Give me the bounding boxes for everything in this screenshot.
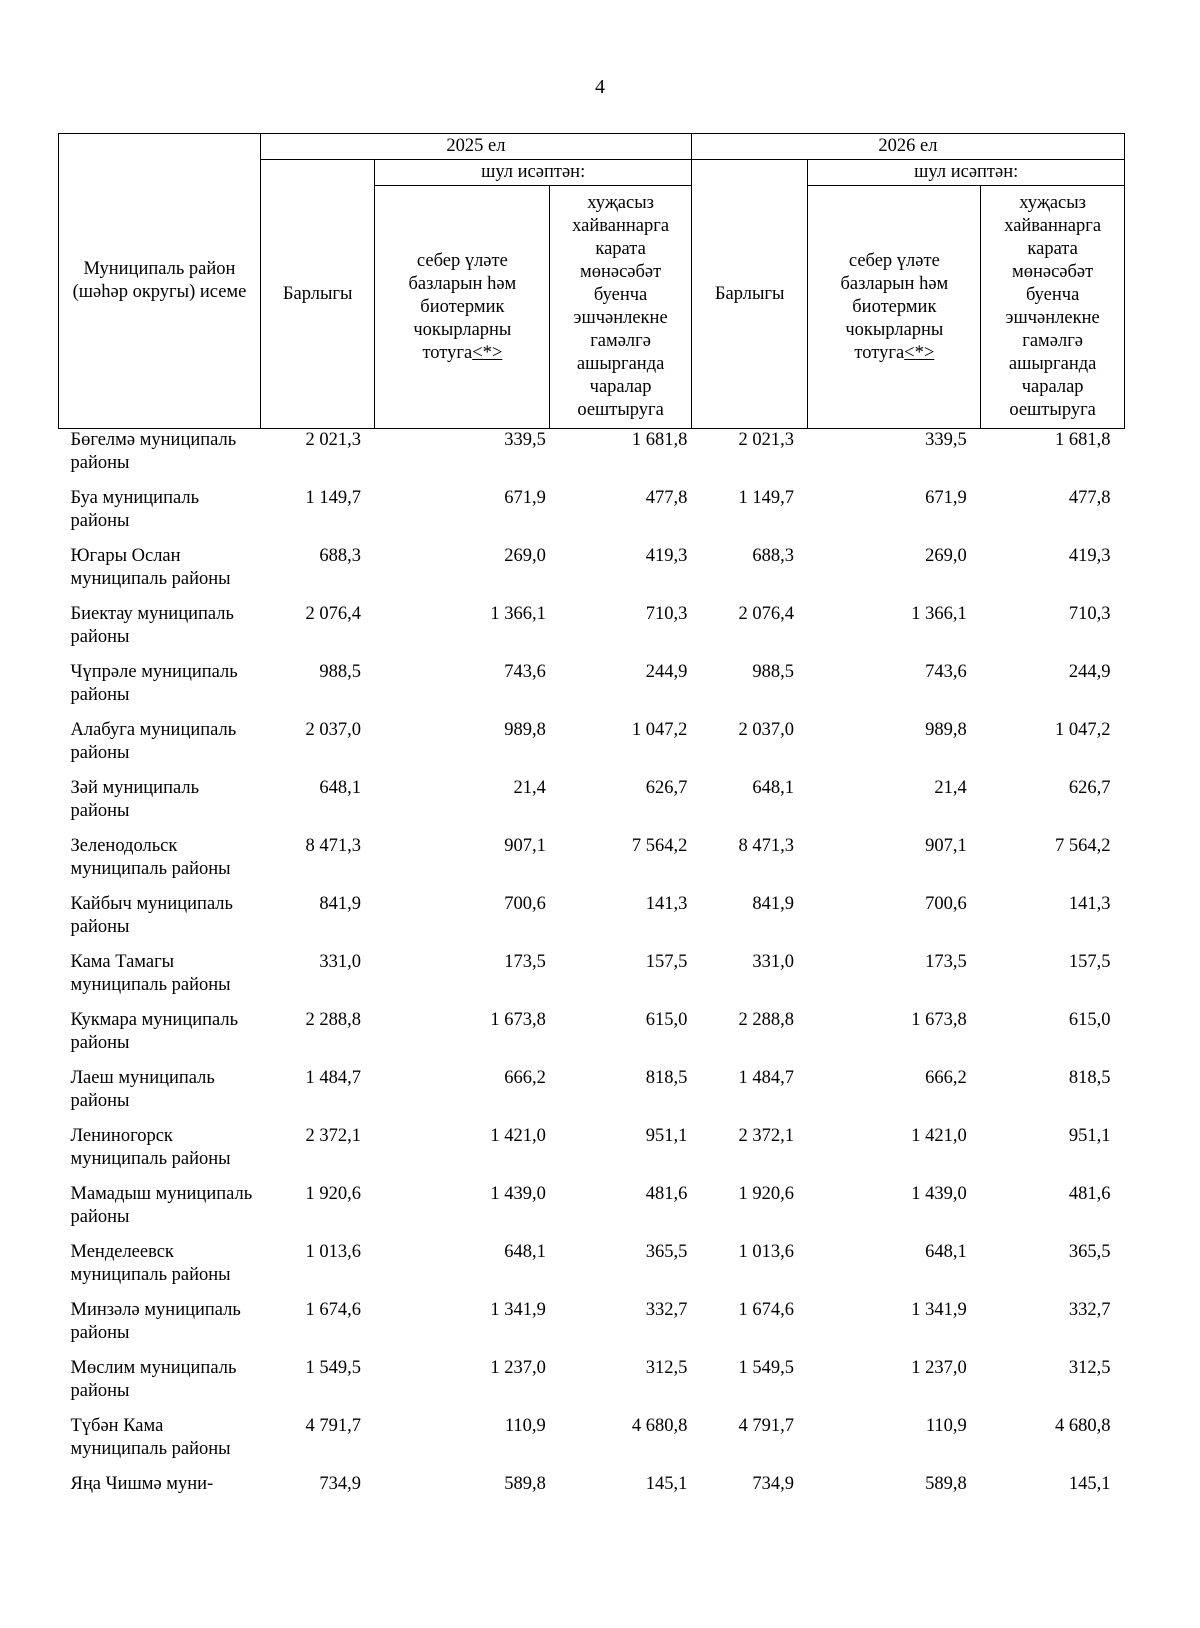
table-row	[59, 1125, 1125, 1183]
table-row	[59, 545, 1125, 603]
cell-b25: 907,1	[504, 836, 546, 856]
cell-a25: 951,1	[645, 1126, 688, 1146]
cell-t25: 688,3	[319, 546, 361, 566]
cell-a26: 818,5	[1068, 1068, 1111, 1088]
cell-b25: 743,6	[504, 662, 546, 682]
cell-t26: 2 021,3	[738, 430, 794, 450]
cell-b26: 907,1	[925, 836, 967, 856]
cell-t26: 841,9	[752, 894, 794, 914]
table-row	[59, 429, 1125, 488]
cell-t26: 688,3	[752, 546, 794, 566]
table-row	[59, 951, 1125, 1009]
cell-a26: 951,1	[1068, 1126, 1111, 1146]
cell-t26: 8 471,3	[738, 836, 794, 856]
cell-b25: 589,8	[504, 1474, 546, 1494]
cell-b26: 269,0	[925, 546, 967, 566]
cell-a26: 244,9	[1068, 662, 1111, 682]
cell-t26: 1 149,7	[738, 488, 794, 508]
cell-a25: 244,9	[645, 662, 688, 682]
district-name: Түбән Кама муниципаль районы	[70, 1416, 231, 1459]
cell-t26: 2 037,0	[738, 720, 794, 740]
cell-t26: 1 013,6	[738, 1242, 794, 1262]
district-name: Кайбыч муниципаль районы	[70, 894, 233, 937]
cell-b25: 1 237,0	[490, 1358, 546, 1378]
cell-a26: 332,7	[1068, 1300, 1111, 1320]
cell-t25: 1 920,6	[305, 1184, 361, 1204]
cell-a25: 1 047,2	[631, 720, 688, 740]
cell-b26: 671,9	[925, 488, 967, 508]
table-row	[59, 603, 1125, 661]
district-name: Яңа Чишмә муни-	[70, 1474, 214, 1494]
district-name: Лениногорск муниципаль районы	[70, 1126, 231, 1169]
cell-a26: 141,3	[1068, 894, 1111, 914]
cell-t26: 1 920,6	[738, 1184, 794, 1204]
cell-b26: 110,9	[925, 1416, 967, 1436]
cell-t25: 2 288,8	[305, 1010, 361, 1030]
cell-a26: 1 681,8	[1055, 430, 1111, 450]
table-row	[59, 1183, 1125, 1241]
cell-b25: 110,9	[504, 1416, 546, 1436]
table-row	[59, 1067, 1125, 1125]
table-row	[59, 1009, 1125, 1067]
district-name: Чүпрәле муниципаль районы	[70, 662, 238, 705]
footnote-mark: <*>	[904, 342, 935, 363]
cell-b25: 1 421,0	[490, 1126, 546, 1146]
cell-b26: 589,8	[925, 1474, 967, 1494]
cell-t25: 2 076,4	[305, 604, 361, 624]
cell-t25: 331,0	[319, 952, 361, 972]
table-row	[59, 487, 1125, 545]
table-row	[59, 835, 1125, 893]
cell-b25: 666,2	[504, 1068, 546, 1088]
district-name: Зәй муниципаль районы	[70, 778, 200, 821]
cell-b25: 1 366,1	[490, 604, 546, 624]
district-name: Югары Ослан муниципаль районы	[70, 546, 231, 589]
table-header	[59, 134, 1125, 429]
cell-t26: 2 076,4	[738, 604, 794, 624]
district-name: Бөгелмә муниципаль районы	[70, 430, 237, 473]
header-year-2026: 2026 ел	[691, 134, 1124, 160]
district-name: Мөслим муниципаль районы	[70, 1358, 237, 1401]
table-row	[59, 719, 1125, 777]
cell-t26: 331,0	[752, 952, 794, 972]
cell-a26: 1 047,2	[1055, 720, 1111, 740]
cell-b25: 339,5	[504, 430, 546, 450]
cell-t26: 988,5	[752, 662, 794, 682]
table-row	[59, 661, 1125, 719]
cell-b26: 1 421,0	[911, 1126, 967, 1146]
district-name: Мамадыш муниципаль районы	[70, 1184, 253, 1227]
cell-b25: 1 673,8	[490, 1010, 546, 1030]
cell-b26: 700,6	[925, 894, 967, 914]
cell-b26: 1 439,0	[911, 1184, 967, 1204]
cell-t25: 1 484,7	[305, 1068, 361, 1088]
budget-table	[58, 133, 1125, 1513]
cell-b25: 700,6	[504, 894, 546, 914]
cell-t25: 988,5	[319, 662, 361, 682]
cell-a26: 710,3	[1068, 604, 1111, 624]
cell-a25: 477,8	[645, 488, 688, 508]
cell-t25: 8 471,3	[305, 836, 361, 856]
page-number: 4	[595, 76, 605, 98]
header-including-2026: шул исәптән:	[808, 160, 1125, 186]
cell-t26: 1 484,7	[738, 1068, 794, 1088]
cell-a25: 1 681,8	[631, 430, 688, 450]
district-name: Менделеевск муниципаль районы	[70, 1242, 231, 1285]
cell-t26: 1 549,5	[738, 1358, 794, 1378]
district-name: Лаеш муниципаль районы	[70, 1068, 215, 1111]
cell-a25: 365,5	[645, 1242, 688, 1262]
header-animals-2026: хуҗасыз хайваннарга карата мөнәсәбәт буенча эшчәнлекне гамәлгә ашырганда чаралар оештыруга	[981, 186, 1125, 429]
header-bio-2025: себер үләте базларын һәм биотермик чокырларны тотуга<*>	[375, 186, 550, 429]
district-name: Буа муниципаль районы	[70, 488, 200, 531]
cell-a25: 481,6	[645, 1184, 688, 1204]
cell-a26: 365,5	[1068, 1242, 1111, 1262]
header-name-column: Муниципаль район (шәһәр округы) исеме	[59, 134, 261, 429]
district-name: Биектау муниципаль районы	[70, 604, 234, 647]
cell-a25: 615,0	[645, 1010, 688, 1030]
district-name: Минзәлә муниципаль районы	[70, 1300, 241, 1343]
cell-a25: 818,5	[645, 1068, 688, 1088]
cell-b25: 21,4	[513, 778, 546, 798]
cell-b26: 21,4	[934, 778, 967, 798]
cell-a25: 419,3	[645, 546, 688, 566]
cell-t25: 841,9	[319, 894, 361, 914]
cell-b26: 743,6	[925, 662, 967, 682]
cell-t25: 2 021,3	[305, 430, 361, 450]
cell-b26: 666,2	[925, 1068, 967, 1088]
table-row	[59, 777, 1125, 835]
cell-a25: 332,7	[645, 1300, 688, 1320]
cell-a25: 145,1	[645, 1474, 688, 1494]
district-name: Кама Тамагы муниципаль районы	[70, 952, 231, 995]
cell-b25: 671,9	[504, 488, 546, 508]
district-name: Зеленодольск муниципаль районы	[70, 836, 231, 879]
cell-a26: 419,3	[1068, 546, 1111, 566]
table-row	[59, 1241, 1125, 1299]
header-year-2025: 2025 ел	[260, 134, 691, 160]
cell-b26: 1 341,9	[911, 1300, 967, 1320]
header-bio-2026: себер үләте базларын һәм биотермик чокырларны тотуга<*>	[808, 186, 981, 429]
cell-t26: 734,9	[752, 1474, 794, 1494]
cell-t25: 4 791,7	[305, 1416, 361, 1436]
cell-t25: 1 013,6	[305, 1242, 361, 1262]
cell-a25: 710,3	[645, 604, 688, 624]
table-row	[59, 1473, 1125, 1513]
cell-a26: 145,1	[1068, 1474, 1111, 1494]
header-total-2026: Барлыгы	[691, 160, 808, 429]
cell-b26: 173,5	[925, 952, 967, 972]
district-name: Алабуга муниципаль районы	[70, 720, 237, 763]
cell-b25: 989,8	[504, 720, 546, 740]
cell-t25: 648,1	[319, 778, 361, 798]
cell-b25: 1 341,9	[490, 1300, 546, 1320]
cell-a26: 4 680,8	[1055, 1416, 1111, 1436]
cell-a26: 626,7	[1068, 778, 1111, 798]
cell-a26: 477,8	[1068, 488, 1111, 508]
table-row	[59, 893, 1125, 951]
header-including-2025: шул исәптән:	[375, 160, 691, 186]
table-row	[59, 1299, 1125, 1357]
header-animals-2025: хуҗасыз хайваннарга карата мөнәсәбәт буенча эшчәнлекне гамәлгә ашырганда чаралар оештыруга	[550, 186, 692, 429]
header-total-2025: Барлыгы	[260, 160, 375, 429]
cell-a25: 141,3	[645, 894, 688, 914]
cell-b26: 1 673,8	[911, 1010, 967, 1030]
cell-b26: 339,5	[925, 430, 967, 450]
cell-t25: 1 149,7	[305, 488, 361, 508]
district-name: Кукмара муниципаль районы	[70, 1010, 239, 1053]
cell-a26: 312,5	[1068, 1358, 1111, 1378]
cell-a26: 7 564,2	[1055, 836, 1111, 856]
cell-b26: 989,8	[925, 720, 967, 740]
cell-a26: 481,6	[1068, 1184, 1111, 1204]
cell-b26: 648,1	[925, 1242, 967, 1262]
cell-b25: 648,1	[504, 1242, 546, 1262]
cell-t26: 2 372,1	[738, 1126, 794, 1146]
cell-a25: 626,7	[645, 778, 688, 798]
cell-a25: 312,5	[645, 1358, 688, 1378]
cell-a25: 4 680,8	[631, 1416, 688, 1436]
cell-b25: 173,5	[504, 952, 546, 972]
cell-t25: 2 372,1	[305, 1126, 361, 1146]
cell-t25: 1 549,5	[305, 1358, 361, 1378]
table-row	[59, 1415, 1125, 1473]
cell-a26: 157,5	[1068, 952, 1111, 972]
cell-t25: 734,9	[319, 1474, 361, 1494]
cell-a25: 157,5	[645, 952, 688, 972]
cell-b26: 1 237,0	[911, 1358, 967, 1378]
cell-t26: 2 288,8	[738, 1010, 794, 1030]
cell-a25: 7 564,2	[631, 836, 688, 856]
cell-b25: 1 439,0	[490, 1184, 546, 1204]
cell-b26: 1 366,1	[911, 604, 967, 624]
table-body	[59, 429, 1125, 1514]
cell-t25: 1 674,6	[305, 1300, 361, 1320]
cell-a26: 615,0	[1068, 1010, 1111, 1030]
cell-b25: 269,0	[504, 546, 546, 566]
cell-t26: 648,1	[752, 778, 794, 798]
cell-t26: 1 674,6	[738, 1300, 794, 1320]
cell-t25: 2 037,0	[305, 720, 361, 740]
cell-t26: 4 791,7	[738, 1416, 794, 1436]
footnote-mark: <*>	[472, 342, 503, 363]
table-row	[59, 1357, 1125, 1415]
